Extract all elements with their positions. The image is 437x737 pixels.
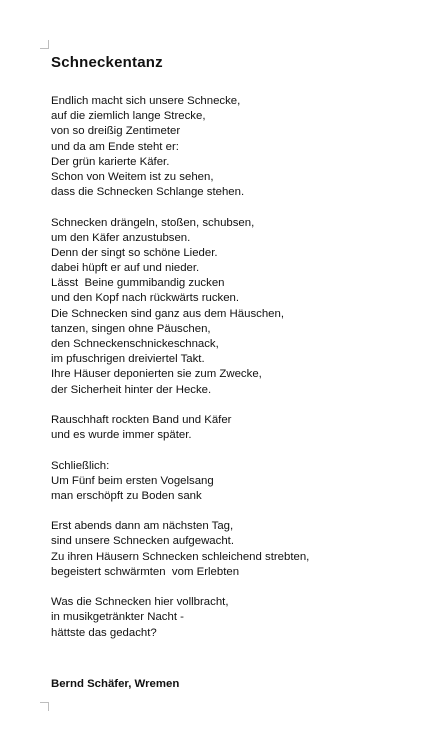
- poem-line: im pfuschrigen dreiviertel Takt.: [51, 353, 205, 366]
- poem-line: tanzen, singen ohne Päuschen,: [51, 322, 211, 335]
- poem-line: Erst abends dann am nächsten Tag,: [51, 520, 234, 533]
- poem-line: sind unsere Schnecken aufgewacht.: [51, 535, 235, 548]
- poem-line: Was die Schnecken hier vollbracht,: [51, 596, 229, 609]
- poem-stanza: [51, 519, 421, 580]
- poem-line: dass die Schnecken Schlange stehen.: [51, 186, 245, 199]
- poem-body: [51, 94, 421, 656]
- poem-stanza: [51, 216, 421, 398]
- poem-line: den Schneckenschnickeschnack,: [51, 338, 219, 350]
- poem-line: dabei hüpft er auf und nieder.: [51, 262, 200, 275]
- poem-line: und es wurde immer später.: [51, 429, 192, 442]
- poem-stanza: [51, 94, 421, 200]
- poem-line: auf die ziemlich lange Strecke,: [51, 110, 206, 123]
- poem-line: Rauschhaft rockten Band und Käfer: [51, 413, 232, 426]
- poem-line: Lässt Beine gummibandig zucken: [51, 277, 225, 290]
- text-boundary-corner-top: [40, 40, 49, 49]
- poem-title: Schneckentanz: [51, 54, 163, 71]
- poem-line: man erschöpft zu Boden sank: [51, 489, 202, 502]
- poem-line: Denn der singt so schöne Lieder.: [51, 246, 218, 259]
- poem-line: von so dreißig Zentimeter: [51, 125, 181, 138]
- poem-author: Bernd Schäfer, Wremen: [51, 678, 180, 690]
- poem-line: Die Schnecken sind ganz aus dem Häuschen,: [51, 307, 285, 320]
- poem-line: Schließlich:: [51, 459, 110, 472]
- poem-line: Ihre Häuser deponierten sie zum Zwecke,: [51, 368, 262, 381]
- poem-line: der Sicherheit hinter der Hecke.: [51, 383, 212, 396]
- poem-line: und da am Ende steht er:: [51, 140, 179, 153]
- poem-line: und den Kopf nach rückwärts rucken.: [51, 292, 240, 305]
- text-boundary-corner-bottom: [40, 702, 49, 711]
- poem-line: in musikgetränkter Nacht -: [51, 611, 184, 624]
- poem-line: Zu ihren Häusern Schnecken schleichend strebten,: [51, 550, 310, 563]
- poem-line: um den Käfer anzustubsen.: [51, 231, 191, 244]
- poem-stanza: [51, 413, 421, 443]
- poem-line: Schon von Weitem ist zu sehen,: [51, 170, 214, 183]
- poem-line: Um Fünf beim ersten Vogelsang: [51, 474, 214, 487]
- poem-line: Schnecken drängeln, stoßen, schubsen,: [51, 216, 255, 229]
- poem-stanza: [51, 595, 421, 641]
- poem-line: Endlich macht sich unsere Schnecke,: [51, 95, 241, 107]
- poem-line: begeistert schwärmten vom Erlebten: [51, 565, 240, 578]
- poem-stanza: [51, 459, 421, 505]
- poem-line: hättste das gedacht?: [51, 626, 157, 639]
- poem-line: Der grün karierte Käfer.: [51, 155, 170, 168]
